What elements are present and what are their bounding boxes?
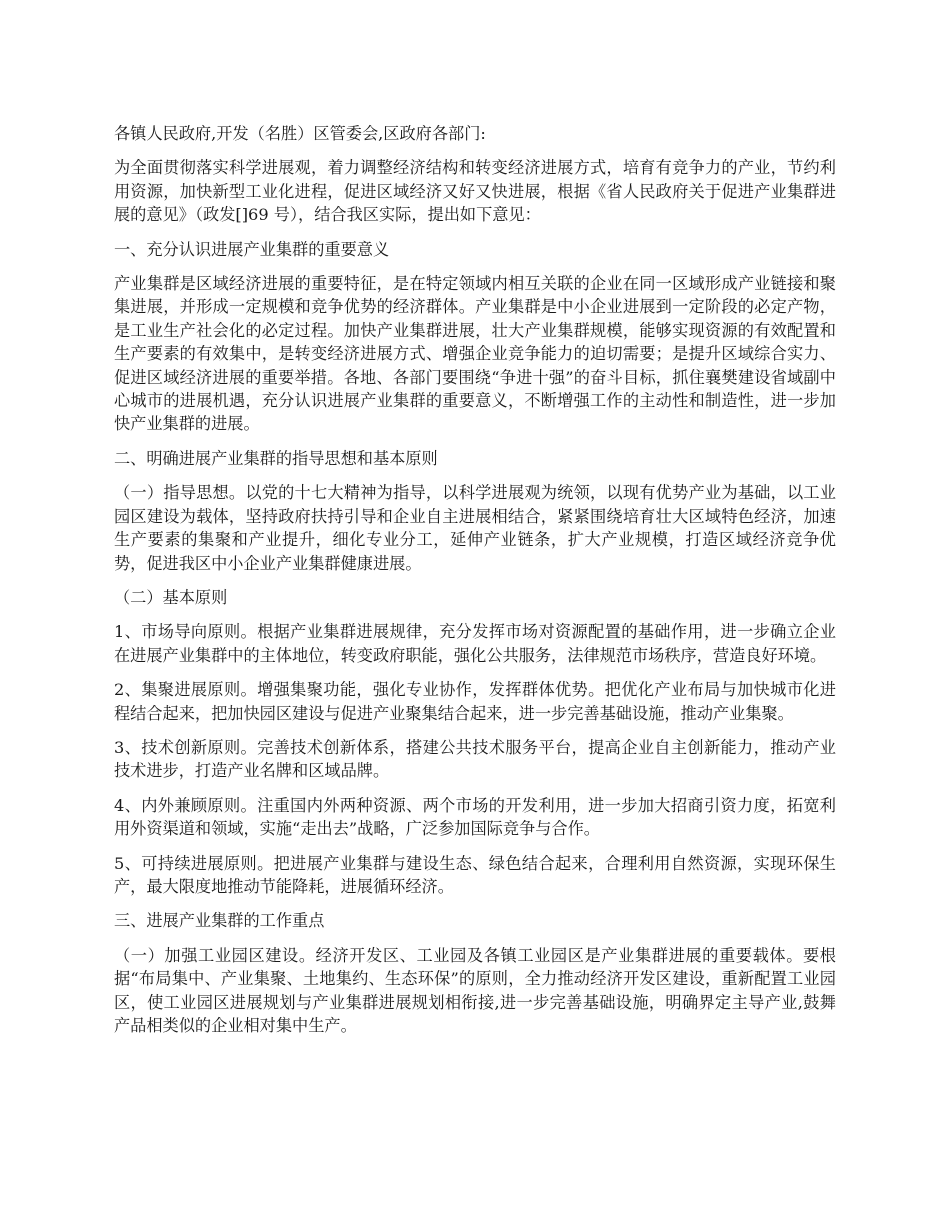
principle-item: 1、市场导向原则。根据产业集群进展规律，充分发挥市场对资源配置的基础作用，进一步确立企业在进展产业集群中的主体地位，转变政府职能，强化公共服务，法律规范市场秩序，营造良好环境。	[114, 622, 836, 665]
document-body	[114, 122, 836, 1048]
section-heading-3: 三、进展产业集群的工作重点	[114, 911, 325, 931]
principle-item: 5、可持续进展原则。把进展产业集群与建设生态、绿色结合起来，合理利用自然资源，实现环保生产，最大限度地推动节能降耗，进展循环经济。	[114, 853, 836, 896]
section-heading-2: 二、明确进展产业集群的指导思想和基本原则	[114, 448, 438, 468]
intro-paragraph: 为全面贯彻落实科学进展观，着力调整经济结构和转变经济进展方式，培育有竞争力的产业，节约利用资源，加快新型工业化进程，促进区域经济又好又快进展，根据《省人民政府关于促进产业集群进展的意见》（政发[]69 号），结合我区实际，提出如下意见：	[114, 158, 836, 225]
body-paragraph: （一）加强工业园区建设。经济开发区、工业园及各镇工业园区是产业集群进展的重要载体。要根据“布局集中、产业集聚、土地集约、生态环保”的原则，全力推动经济开发区建设，重新配置工业园区，使工业园区进展规划与产业集群进展规划相衔接,进一步完善基础设施，明确界定主导产业,鼓舞产品相类似的企业相对集中生产。	[114, 945, 836, 1035]
body-paragraph: 产业集群是区域经济进展的重要特征，是在特定领域内相互关联的企业在同一区域形成产业链接和聚集进展，并形成一定规模和竞争优势的经济群体。产业集群是中小企业进展到一定阶段的必定产物，是工业生产社会化的必定过程。加快产业集群进展，壮大产业集群规模，能够实现资源的有效配置和生产要素的有效集中，是转变经济进展方式、增强企业竞争能力的迫切需要；是提升区域综合实力、促进区域经济进展的重要举措。各地、各部门要围绕“争进十强”的奋斗目标，抓住襄樊建设省域副中心城市的进展机遇，充分认识进展产业集群的重要意义，不断增强工作的主动性和制造性，进一步加快产业集群的进展。	[114, 274, 836, 434]
section-heading-1: 一、充分认识进展产业集群的重要意义	[114, 239, 390, 259]
principle-item: 2、集聚进展原则。增强集聚功能，强化专业协作，发挥群体优势。把优化产业布局与加快城市化进程结合起来，把加快园区建设与促进产业聚集结合起来，进一步完善基础设施，推动产业集聚。	[114, 680, 836, 723]
body-paragraph: （一）指导思想。以党的十七大精神为指导，以科学进展观为统领，以现有优势产业为基础，以工业园区建设为载体，坚持政府扶持引导和企业自主进展相结合，紧紧围绕培育壮大区域特色经济，加速生产要素的集聚和产业提升，细化专业分工，延伸产业链条，扩大产业规模，打造区域经济竞争优势，促进我区中小企业产业集群健康进展。	[114, 483, 836, 573]
principle-item: 4、内外兼顾原则。注重国内外两种资源、两个市场的开发利用，进一步加大招商引资力度，拓宽利用外资渠道和领域，实施“走出去”战略，广泛参加国际竞争与合作。	[114, 795, 836, 839]
salutation: 各镇人民政府,开发（名胜）区管委会,区政府各部门:	[114, 124, 486, 143]
principle-item: 3、技术创新原则。完善技术创新体系，搭建公共技术服务平台，提高企业自主创新能力，推动产业技术进步，打造产业名牌和区域品牌。	[114, 737, 836, 781]
subsection-heading: （二）基本原则	[114, 587, 228, 607]
